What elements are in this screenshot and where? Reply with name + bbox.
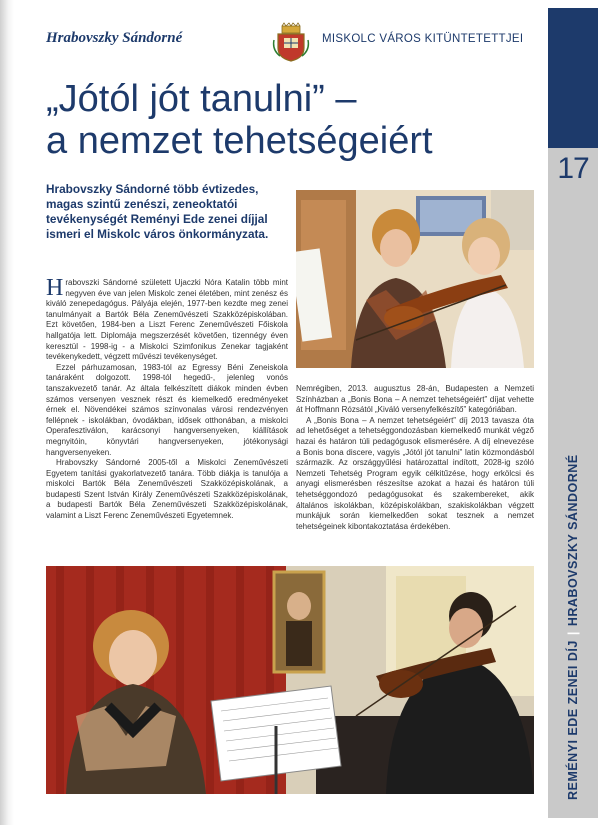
article-column-2 bbox=[296, 384, 534, 532]
photo-teacher-with-boy-violinist bbox=[46, 566, 534, 794]
col2-paragraph-2: A „Bonis Bona – A nemzet tehetségeiért” díj 2013 tavasza óta ad lehetőséget a tehetséggondozásban kiemelkedő munkát végző hazai és határon túli pedagógusok elismerésére. A díj elnevezése a Bonis bona discere, vagyis „Jótól jót tanulni” latin közmondásból származik. Az országgyűlési határozattal indított, 2028-ig szóló Nemzeti Tehetség Program egyik célkitűzése, hogy erkölcsi és anyagi elismerésben részesítse azokat a hazai és határon túli tehetséggondozó pedagógusokat és szakembereket, akik általános iskolákban, középiskolákban, szakiskolákban végzett munkájuk során kiemelkedően sokat tesznek a nemzet tehetségeinek kibontakoztatása érdekében. bbox=[296, 415, 534, 531]
headline-line-1: „Jótól jót tanulni” – bbox=[46, 78, 357, 120]
sidebar-person-label: HRABOVSZKY SÁNDORNÉ bbox=[566, 454, 580, 627]
sidebar-vertical-title bbox=[556, 340, 590, 800]
col2-paragraph-1: Nemrégiben, 2013. augusztus 28-án, Budapesten a Nemzeti Színházban a „Bonis Bona – A nemzet tehetségeiért” díjat vehette át Hoffmann Rózsától „Kiváló versenyfelkészítő” kategóriában. bbox=[296, 384, 534, 415]
article-headline bbox=[46, 78, 546, 162]
col1-paragraph-3: Hrabovszky Sándorné 2005-től a Miskolci Zeneművészeti Egyetem tanítási gyakorlatvezető tanára. Több diákja is tanulója a miskolci Bartók Béla Zeneművészeti Szakközépiskolának, a budapesti Szent István Király Zeneművészeti Szakközépiskolának, a budapesti Bartók Béla Zeneművészeti Szakközépiskolának, valamint a Liszt Ferenc Zeneművészeti Egyetemnek. bbox=[46, 458, 288, 521]
header-person-name: Hrabovszky Sándorné bbox=[46, 30, 183, 46]
article-lead: Hrabovszky Sándorné több évtizedes, magas szintű zenészi, zeneoktatói tevékenységét Reményi Ede zenei díjjal ismeri el Miskolc város önkormányzata. bbox=[46, 182, 269, 241]
page-gutter-shadow bbox=[0, 0, 14, 825]
col1-paragraph-1: rabovszki Sándorné született Ujaczki Nóra Katalin több mint negyven éve van jelen Miskolc zenei életében, mint zenész és kiváló zenepedagógus. Pályája elején, 1977-ben kezdte meg zenei tanulmányait a Bartók Béla Zeneművészeti Szakközépiskolában. Ezt követően, 1984-ben a Liszt Ferenc Zeneművészeti Főiskola hallgatója lett. Diplomája megszerzését követően, tizennégy éven keresztül - 1998-ig - a Miskolci Szimfonikus Zenekar tagjaként tevékenykedett, végzett művészi tevékenységet. bbox=[46, 278, 288, 362]
dropcap: H bbox=[46, 275, 64, 301]
photo-teacher-with-girl-violinist bbox=[296, 190, 534, 368]
sidebar-separator: | bbox=[566, 631, 580, 636]
col1-paragraph-2: Ezzel párhuzamosan, 1983-tól az Egressy Béni Zeneiskola tanáraként dolgozott. 1998-tól hegedű-, jelenleg vonós tanszakvezető tanár. Az általa felkészített diákok minden évben számos versenyen vesznek részt és kiemelkedő eredményeket érnek el. Növendékei számos színvonalas városi rendezvényen fellépnek - iskolákban, óvodákban, idősek otthonában, a miskolci Operafesztiválon, karácsonyi hangversenyeken, kiállítások megnyitóin, könyvtári hangversenyeken, jótékonysági hangversenyeken. bbox=[46, 362, 288, 457]
headline-line-2: a nemzet tehetségeiért bbox=[46, 120, 433, 162]
header-section-title: MISKOLC VÁROS KITÜNTETETTJEI bbox=[322, 33, 524, 45]
city-crest-icon bbox=[272, 22, 310, 62]
sidebar-award-label: REMÉNYI EDE ZENEI DÍJ bbox=[566, 640, 580, 800]
article-column-1 bbox=[46, 275, 288, 522]
sidebar-accent-block bbox=[548, 8, 598, 148]
page-number: 17 bbox=[557, 152, 589, 185]
